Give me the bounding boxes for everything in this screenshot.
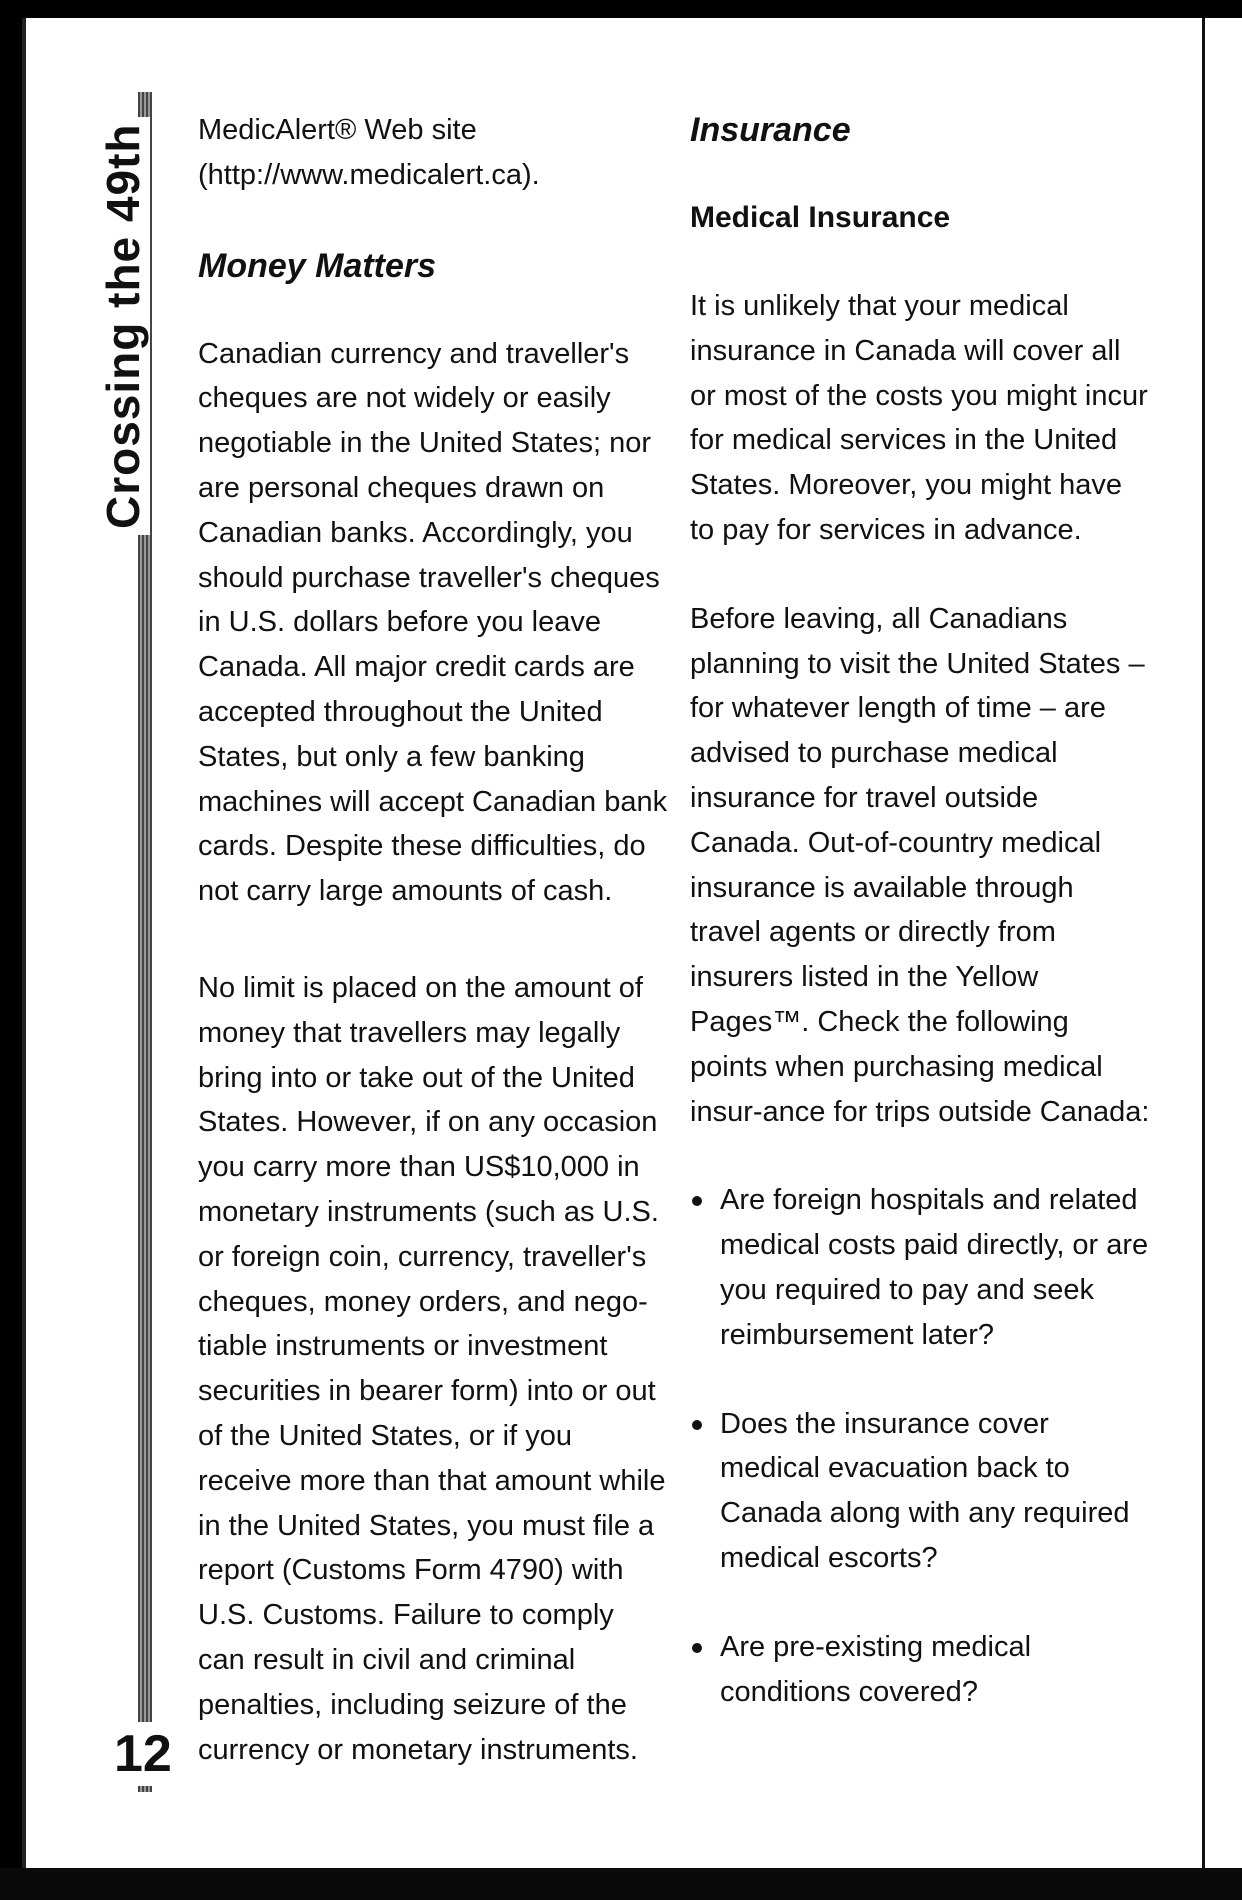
checklist-text: Does the insurance cover medical evacuation back to Canada along with any required medical escorts? xyxy=(720,1407,1130,1574)
list-item xyxy=(690,1178,1152,1357)
insurance-checklist xyxy=(690,1178,1152,1714)
bullet-icon xyxy=(692,1643,702,1653)
page-number: 12 xyxy=(114,1722,172,1786)
money-paragraph-1: Canadian currency and traveller's cheques are not widely or easily negotiable in the United States; nor are personal cheques drawn on Canadian banks. Accordingly, you should purchase traveller's cheques in U.S. dollars before you leave Canada. All major credit cards are accepted throughout the United States, but only a few banking machines will accept Canadian bank cards. Despite these difficulties, do not carry large amounts of cash. xyxy=(198,337,668,908)
left-column xyxy=(198,108,668,1772)
bullet-icon xyxy=(692,1420,702,1430)
money-paragraph-2: No limit is placed on the amount of money that travellers may legally bring into or take out of the United States. However, if on any occasion you carry more than US$10,000 in monetary instruments (such as U.S. or foreign coin, currency, traveller's cheques, money orders, and nego-tiable instruments or investment securities in bearer form) into or out of the United States, or if you receive more than that amount while in the United States, you must file a report (Customs Form 4790) with U.S. Customs. Failure to comply can result in civil and criminal penalties, including seizure of the currency or monetary instruments. xyxy=(198,971,666,1766)
checklist-text: Are pre-existing medical conditions covered? xyxy=(720,1630,1032,1708)
list-item xyxy=(690,1625,1152,1715)
checklist-text: Are foreign hospitals and related medical costs paid directly, or are you required to pay and seek reimbursement later? xyxy=(720,1184,1149,1351)
bullet-icon xyxy=(692,1196,702,1206)
insurance-paragraph-2: Before leaving, all Canadians planning to visit the United States – for whatever length of time – are advised to purchase medical insurance for travel outside Canada. Out-of-country medical insurance is available through travel agents or directly from insurers listed in the Yellow Pages™. Check the following points when purchasing medical insur-ance for trips outside Canada: xyxy=(690,602,1150,1128)
money-matters-heading: Money Matters xyxy=(198,246,437,285)
insurance-paragraph-1: It is unlikely that your medical insurance in Canada will cover all or most of the costs you might incur for medical services in the United States. Moreover, you might have to pay for services in advance. xyxy=(690,290,1148,546)
adjacent-page-edge xyxy=(1202,18,1242,1868)
scan-bottom-edge xyxy=(0,1868,1242,1900)
insurance-heading: Insurance xyxy=(690,111,851,149)
right-column xyxy=(690,108,1152,1714)
list-item xyxy=(690,1402,1152,1581)
sidebar-title: Crossing the 49th xyxy=(96,117,150,535)
intro-text: MedicAlert® Web site (http://www.medicalert.ca). xyxy=(198,114,540,191)
medical-insurance-subheading: Medical Insurance xyxy=(690,201,951,234)
